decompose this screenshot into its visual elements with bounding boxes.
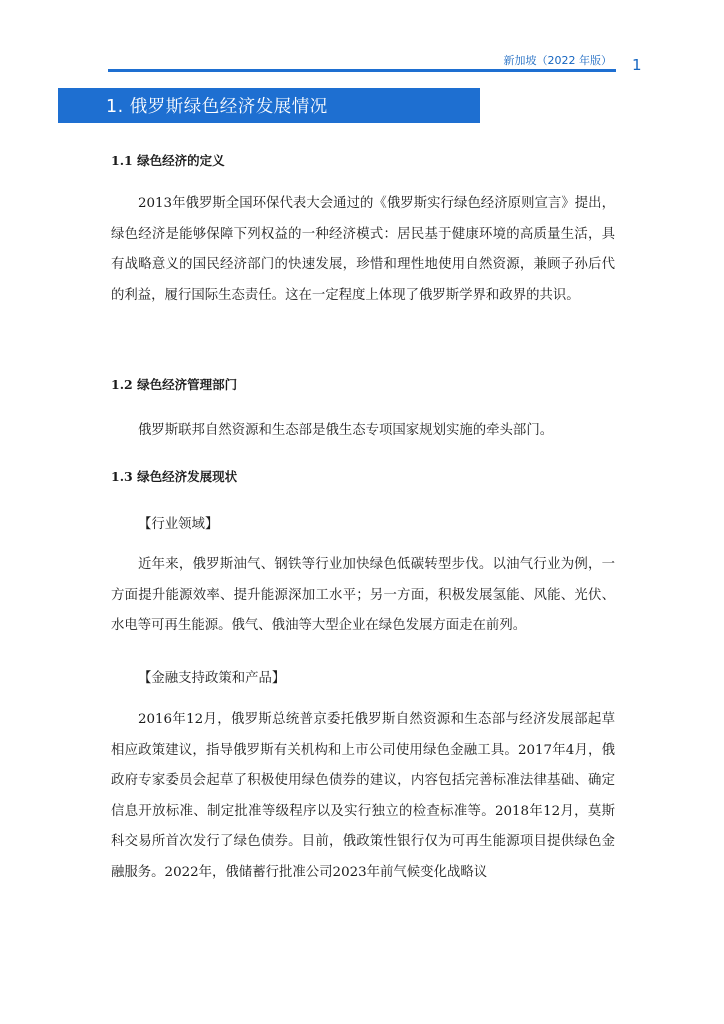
finance-label: 【金融支持政策和产品】	[138, 671, 286, 686]
page-number: 1	[632, 56, 642, 74]
subsection-heading-1-2: 1.2 绿色经济管理部门	[111, 377, 238, 392]
subsection-heading-1-3: 1.3 绿色经济发展现状	[111, 469, 238, 484]
subsection-heading-1-1: 1.1 绿色经济的定义	[111, 153, 225, 168]
definition-paragraph: 2013年俄罗斯全国环保代表大会通过的《俄罗斯实行绿色经济原则宣言》提出，绿色经济是能够保障下列权益的一种经济模式：居民基于健康环境的高质量生活，具有战略意义的国民经济部门的快速发展，珍惜和理性地使用自然资源，兼顾子孙后代的利益，履行国际生态责任。这在一定程度上体现了俄罗斯学界和政界的共识。	[111, 196, 615, 303]
industry-label: 【行业领域】	[138, 517, 219, 532]
header-title: 新加坡（2022 年版）	[503, 54, 612, 67]
industry-paragraph: 近年来，俄罗斯油气、钢铁等行业加快绿色低碳转型步伐。以油气行业为例，一方面提升能源效率、提升能源深加工水平；另一方面，积极发展氢能、风能、光伏、水电等可再生能源。俄气、俄油等大型企业在绿色发展方面走在前列。	[111, 557, 615, 634]
management-paragraph: 俄罗斯联邦自然资源和生态部是俄生态专项国家规划实施的牵头部门。	[138, 423, 554, 438]
header-rule	[108, 69, 616, 72]
section-title: 1. 俄罗斯绿色经济发展情况	[106, 97, 328, 117]
finance-paragraph: 2016年12月，俄罗斯总统普京委托俄罗斯自然资源和生态部与经济发展部起草相应政策建议，指导俄罗斯有关机构和上市公司使用绿色金融工具。2017年4月，俄政府专家委员会起草了积极使用绿色债券的建议，内容包括完善标准法律基础、确定信息开放标准、制定批准等级程序以及实行独立的检查标准等。2018年12月，莫斯科交易所首次发行了绿色债券。目前，俄政策性银行仅为可再生能源项目提供绿色金融服务。2022年，俄储蓄行批准公司2023年前气候变化战略议	[111, 712, 615, 880]
section-banner	[58, 88, 480, 123]
